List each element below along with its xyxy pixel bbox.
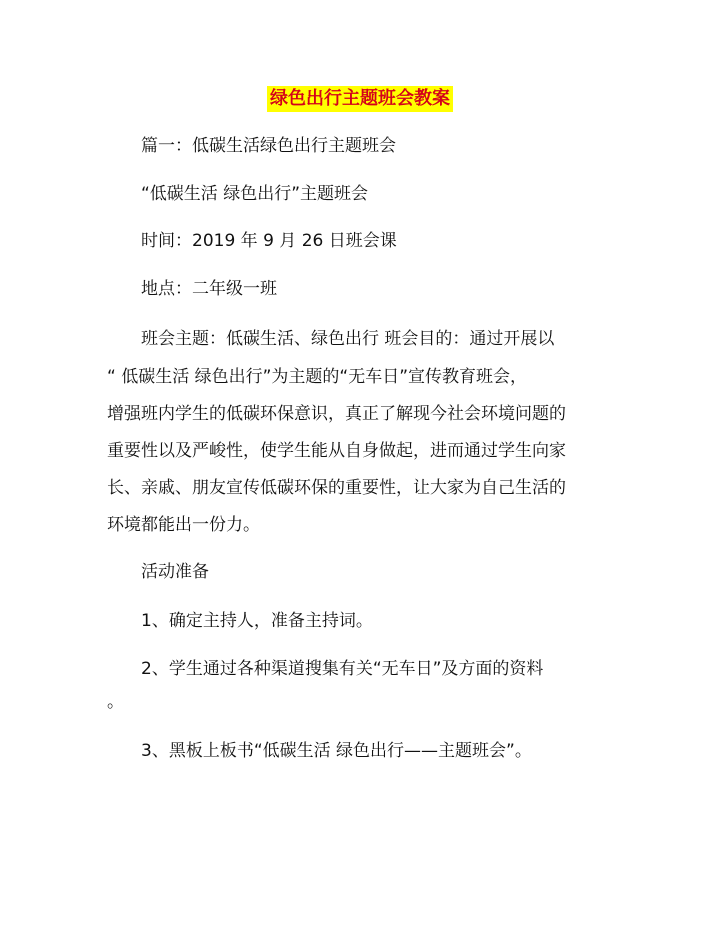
section-heading: 篇一：低碳生活绿色出行主题班会 xyxy=(141,136,396,156)
document-title: 绿色出行主题班会教案 xyxy=(267,86,453,112)
event-time: 时间：2019 年 9 月 26 日班会课 xyxy=(141,231,397,251)
title-row xyxy=(0,86,720,112)
prep-item-2-continuation: 。 xyxy=(107,692,124,712)
body-line-4: 重要性以及严峻性，使学生能从自身做起，进而通过学生向家 xyxy=(107,441,566,461)
body-line-1: 班会主题：低碳生活、绿色出行 班会目的：通过开展以 xyxy=(141,329,555,349)
body-line-5: 长、亲戚、朋友宣传低碳环保的重要性，让大家为自己生活的 xyxy=(107,478,566,498)
prep-item-2: 2、学生通过各种渠道搜集有关“无车日”及方面的资料 xyxy=(141,659,544,679)
body-line-6: 环境都能出一份力。 xyxy=(107,515,260,535)
prep-item-1: 1、确定主持人，准备主持词。 xyxy=(141,611,373,631)
event-subtitle: “低碳生活 绿色出行”主题班会 xyxy=(141,184,369,204)
event-place: 地点：二年级一班 xyxy=(141,279,277,299)
body-line-3: 增强班内学生的低碳环保意识，真正了解现今社会环境问题的 xyxy=(107,404,566,424)
prep-item-3: 3、黑板上板书“低碳生活 绿色出行——主题班会”。 xyxy=(141,741,532,761)
body-line-2: “ 低碳生活 绿色出行”为主题的“无车日”宣传教育班会， xyxy=(107,367,528,387)
prep-heading: 活动准备 xyxy=(141,562,209,582)
